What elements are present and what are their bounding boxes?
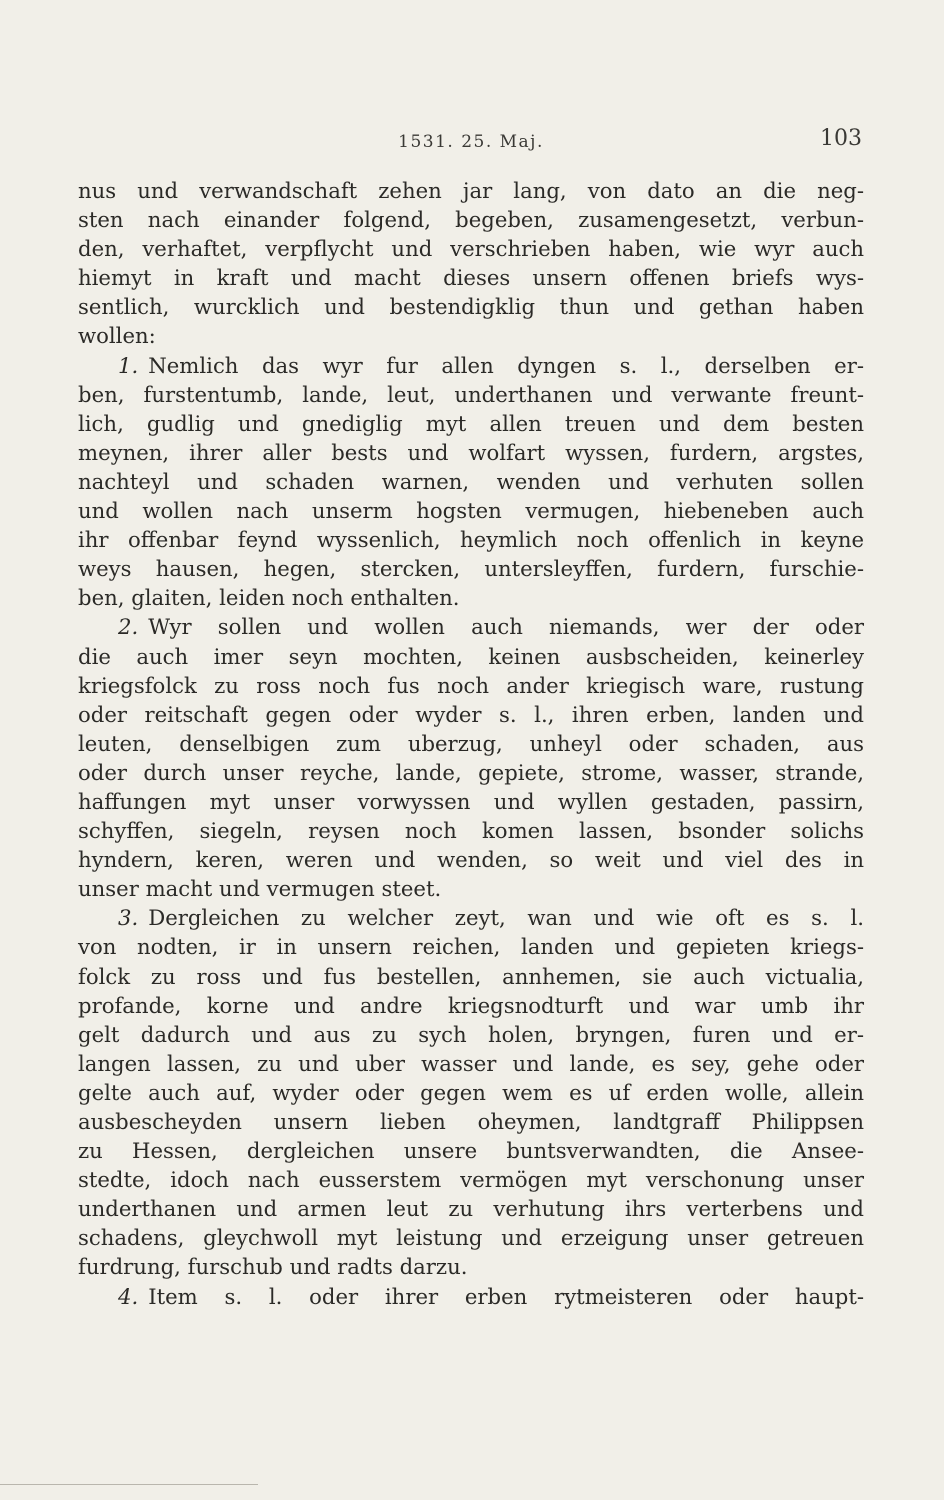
- text-line: Nemlich das wyr fur allen dyngen s. l., derselben er-: [148, 352, 864, 378]
- page-header: [78, 126, 864, 162]
- text-line: schyffen, siegeln, reysen noch komen lassen, bsonder solichs: [78, 818, 864, 844]
- paragraph-4-start: [78, 1282, 864, 1311]
- text-line: ausbescheyden unsern lieben oheymen, landtgraff Philippsen: [78, 1109, 864, 1134]
- text-line: oder durch unser reyche, lande, gepiete, strome, wasser, strande,: [78, 759, 864, 785]
- text-line: underthanen und armen leut zu verhutung ihrs verterbens und: [78, 1196, 864, 1222]
- text-line: schadens, gleychwoll myt leistung und erzeigung unser getreuen: [78, 1225, 864, 1251]
- text-line: gelt dadurch und aus zu sych holen, bryngen, furen und er-: [78, 1021, 864, 1047]
- page-number: 103: [820, 126, 862, 151]
- text-line: Wyr sollen und wollen auch niemands, wer der oder: [148, 614, 864, 640]
- item-number-3: 3.: [118, 905, 139, 931]
- text-line: ihr offenbar feynd wyssenlich, heymlich noch offenlich in keyne: [78, 527, 864, 553]
- text-line: ben, furstentumb, lande, leut, underthanen und verwante freunt-: [78, 381, 864, 407]
- text-line: gelte auch auf, wyder oder gegen wem es uf erden wolle, allein: [78, 1079, 864, 1105]
- text-line: haffungen myt unser vorwyssen und wyllen gestaden, passirn,: [78, 788, 864, 814]
- text-line: sentlich, wurcklich und bestendigklig thun und gethan haben: [78, 294, 864, 320]
- item-number-4: 4.: [118, 1283, 139, 1309]
- text-line: furdrung, furschub und radts darzu.: [78, 1254, 468, 1280]
- text-line: nachteyl und schaden warnen, wenden und verhuten sollen: [78, 468, 864, 494]
- running-head: 1531. 25. Maj.: [398, 132, 544, 152]
- item-number-2: 2.: [118, 614, 139, 640]
- text-line: langen lassen, zu und uber wasser und lande, es sey, gehe oder: [78, 1050, 864, 1076]
- text-line: zu Hessen, dergleichen unsere buntsverwandten, die Ansee-: [78, 1138, 864, 1164]
- text-line: sten nach einander folgend, begeben, zusamengesetzt, verbun-: [78, 207, 864, 233]
- text-line: hiemyt in kraft und macht dieses unsern offenen briefs wys-: [78, 265, 864, 291]
- text-line: stedte, idoch nach eusserstem vermögen myt verschonung unser: [78, 1167, 864, 1193]
- text-line: Dergleichen zu welcher zeyt, wan und wie oft es s. l.: [148, 905, 864, 931]
- text-line: den, verhaftet, verpflycht und verschrieben haben, wie wyr auch: [78, 236, 864, 262]
- text-line: unser macht und vermugen steet.: [78, 876, 442, 902]
- text-line: Item s. l. oder ihrer erben rytmeisteren oder haupt-: [148, 1283, 864, 1309]
- paragraph-3-start: [78, 903, 864, 932]
- text-line: und wollen nach unserm hogsten vermugen, hiebeneben auch: [78, 498, 864, 524]
- text-line: kriegsfolck zu ross noch fus noch ander kriegisch ware, rustung: [78, 672, 864, 698]
- text-line: oder reitschaft gegen oder wyder s. l., ihren erben, landen und: [78, 701, 864, 727]
- footer-rule: [0, 1484, 258, 1485]
- text-line: ben, glaiten, leiden noch enthalten.: [78, 585, 460, 611]
- text-line: von nodten, ir in unsern reichen, landen und gepieten kriegs-: [78, 934, 864, 960]
- text-line: profande, korne und andre kriegsnodturft und war umb ihr: [78, 992, 864, 1018]
- text-line: folck zu ross und fus bestellen, annhemen, sie auch victualia,: [78, 963, 864, 989]
- text-line: lich, gudlig und gnediglig myt allen treuen und dem besten: [78, 410, 864, 436]
- text-line: weys hausen, hegen, stercken, untersleyffen, furdern, furschie-: [78, 556, 864, 582]
- item-number-1: 1.: [118, 352, 139, 378]
- text-line: meynen, ihrer aller bests und wolfart wyssen, furdern, argstes,: [78, 439, 864, 465]
- text-line: wollen:: [78, 323, 156, 349]
- text-line: die auch imer seyn mochten, keinen ausbscheiden, keinerley: [78, 643, 864, 669]
- text-line: nus und verwandschaft zehen jar lang, von dato an die neg-: [78, 178, 864, 203]
- body-text: [78, 176, 864, 1311]
- text-line: hyndern, keren, weren und wenden, so weit und viel des in: [78, 847, 864, 873]
- paragraph-2-start: [78, 612, 864, 641]
- text-line: leuten, denselbigen zum uberzug, unheyl oder schaden, aus: [78, 730, 864, 756]
- paragraph-1-start: [78, 351, 864, 380]
